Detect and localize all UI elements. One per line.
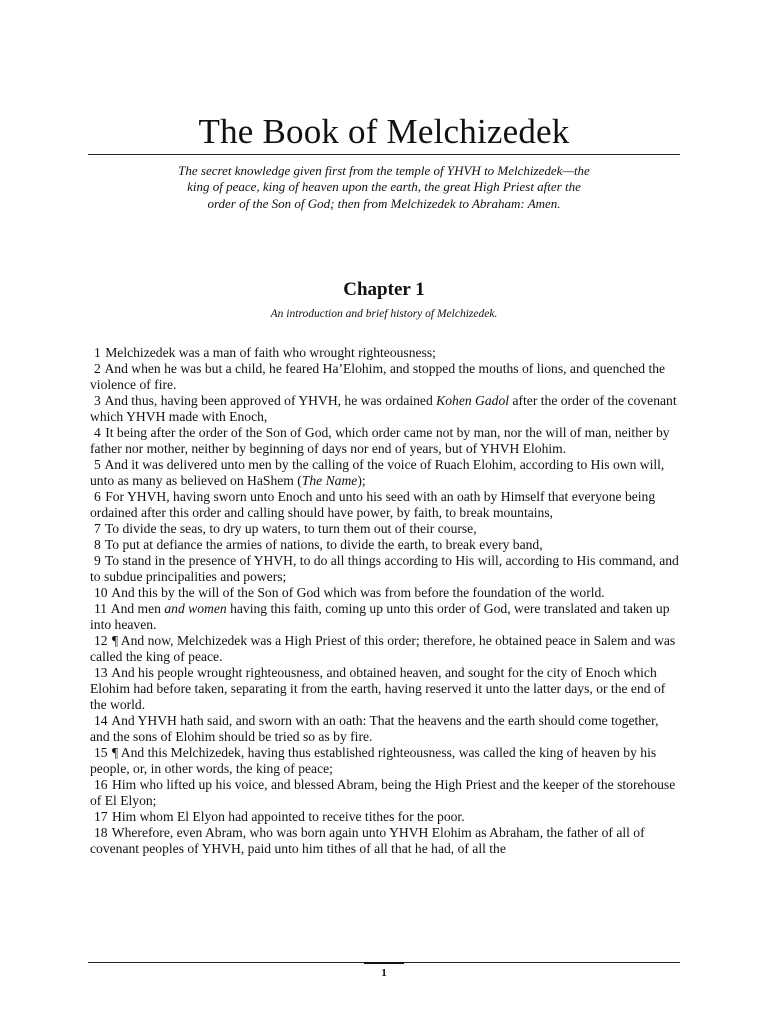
verse-number: 9 (94, 553, 101, 568)
verse (90, 825, 680, 857)
verse (90, 425, 680, 457)
chapter-title: Chapter 1 (343, 279, 425, 300)
verse-number: 17 (94, 809, 108, 824)
verse-number: 11 (94, 601, 108, 616)
verse (90, 489, 680, 521)
verse-text: And when he was but a child, he feared Ha’Elohim, and stopped the mouths of lions, and quenched the violence of fire. (90, 361, 666, 392)
verse-number: 6 (94, 489, 101, 504)
page-subtitle: The secret knowledge given first from the temple of YHVH to Melchizedek—the king of peace, king of heaven upon the earth, the great High Priest after the order of the Son of God; then from Melchizedek to Abraham: Amen. (178, 163, 590, 211)
verse-text: And thus, having been approved of YHVH, he was ordained (104, 393, 437, 408)
verse (90, 745, 680, 777)
verse-text: ); (357, 473, 366, 488)
verse-text: And this by the will of the Son of God which was from before the foundation of the world. (111, 585, 605, 600)
verse-text: To put at defiance the armies of nations, to divide the earth, to break every band, (104, 537, 543, 552)
chapter-intro: An introduction and brief history of Melchizedek. (270, 308, 498, 320)
verse-text: To stand in the presence of YHVH, to do all things according to His will, according to His command, and to subdue principalities and powers; (90, 553, 679, 584)
verse-text: having this faith, coming up unto this order of God, were translated and taken up into heaven. (90, 601, 670, 632)
verse (90, 713, 680, 745)
verse-number: 18 (94, 825, 108, 840)
verse-text: And it was delivered unto men by the calling of the voice of Ruach Elohim, according to His own will, unto as many as believed on HaShem ( (90, 457, 665, 488)
title-divider (88, 154, 680, 155)
verse-text: ¶ And now, Melchizedek was a High Priest of this order; therefore, he obtained peace in Salem and was called the king of peace. (90, 633, 676, 664)
verse (90, 345, 680, 361)
verse (90, 809, 680, 825)
verse (90, 777, 680, 809)
verse (90, 553, 680, 585)
verse-text: It being after the order of the Son of God, which order came not by man, nor the will of man, neither by father nor mother, neither by beginning of days nor end of years, but of YHVH Elohim. (90, 425, 670, 456)
verse-number: 13 (94, 665, 108, 680)
page-title: The Book of Melchizedek (198, 112, 570, 151)
verse-text: And YHVH hath said, and sworn with an oath: That the heavens and the earth should come together, and the sons of Elohim should be tried so as by fire. (90, 713, 659, 744)
verse-text: Melchizedek was a man of faith who wrought righteousness; (105, 345, 436, 360)
verse-text: To divide the seas, to dry up waters, to turn them out of their course, (104, 521, 477, 536)
verse (90, 361, 680, 393)
verse-number: 2 (94, 361, 101, 376)
verse (90, 633, 680, 665)
verse-number: 7 (94, 521, 101, 536)
verse-text: And his people wrought righteousness, and obtained heaven, and sought for the city of Enoch which Elohim had before taken, separating it from the earth, having reserved it unto the latter days, or the end of the world. (90, 665, 666, 712)
verse-italic-text: Kohen Gadol (436, 393, 510, 408)
verse-text: For YHVH, having sworn unto Enoch and unto his seed with an oath by Himself that everyone being ordained after this order and calling should have power, by faith, to break mountains, (90, 489, 656, 520)
verse-text: And men (110, 601, 165, 616)
verse (90, 393, 680, 425)
verse (90, 585, 680, 601)
verse-text: Him whom El Elyon had appointed to receive tithes for the poor. (112, 809, 465, 824)
verse-list (90, 345, 680, 857)
verse-number: 5 (94, 457, 101, 472)
verse-text: after the order of the covenant which YHVH made with Enoch, (90, 393, 677, 424)
verse-text: Wherefore, even Abram, who was born again unto YHVH Elohim as Abraham, the father of all of covenant peoples of YHVH, paid unto him tithes of all that he had, of all the (90, 825, 645, 856)
verse-number: 14 (94, 713, 108, 728)
verse-text: ¶ And this Melchizedek, having thus established righteousness, was called the king of heaven by his people, or, in other words, the king of peace; (90, 745, 657, 776)
verse-number: 3 (94, 393, 101, 408)
verse (90, 537, 680, 553)
verse-number: 8 (94, 537, 101, 552)
verse (90, 665, 680, 713)
verse-number: 1 (94, 345, 101, 360)
verse-number: 12 (94, 633, 108, 648)
verse-number: 15 (94, 745, 108, 760)
verse-number: 16 (94, 777, 108, 792)
verse-text: Him who lifted up his voice, and blessed Abram, being the High Priest and the keeper of the storehouse of El Elyon; (90, 777, 676, 808)
verse-number: 4 (94, 425, 101, 440)
verse (90, 521, 680, 537)
verse (90, 457, 680, 489)
page-number: 1 (364, 962, 404, 979)
verse-italic-text: and women (164, 601, 227, 616)
verse-number: 10 (94, 585, 108, 600)
verse (90, 601, 680, 633)
verse-italic-text: The Name (301, 473, 358, 488)
